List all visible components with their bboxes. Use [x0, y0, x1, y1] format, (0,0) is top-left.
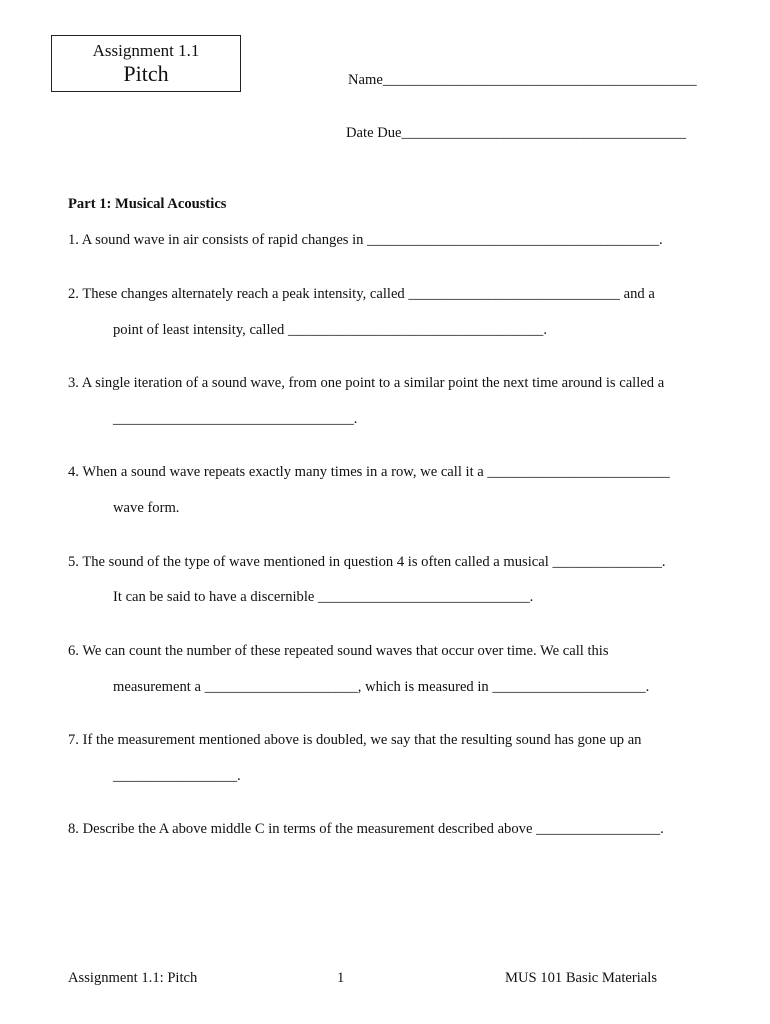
- question-6-continued[interactable]: measurement a _____________________, which is measured in _____________________.: [113, 679, 650, 695]
- date-due-field[interactable]: Date Due_______________________________________: [346, 125, 687, 141]
- footer-left: Assignment 1.1: Pitch: [68, 970, 198, 986]
- question-7: 7. If the measurement mentioned above is doubled, we say that the resulting sound has gone up an: [68, 732, 642, 748]
- question-6: 6. We can count the number of these repeated sound waves that occur over time. We call this: [68, 643, 609, 659]
- question-3[interactable]: 3. A single iteration of a sound wave, from one point to a similar point the next time around is called a: [68, 375, 665, 391]
- question-7-answer-line[interactable]: _________________.: [113, 768, 241, 784]
- question-4[interactable]: 4. When a sound wave repeats exactly many times in a row, we call it a _________________________: [68, 464, 670, 480]
- assignment-topic: Pitch: [123, 61, 169, 86]
- question-1[interactable]: 1. A sound wave in air consists of rapid changes in ________________________________________.: [68, 232, 663, 248]
- question-8[interactable]: 8. Describe the A above middle C in terms of the measurement described above _________________.: [68, 821, 664, 837]
- question-4-continued: wave form.: [113, 500, 180, 516]
- page-number: 1: [337, 970, 345, 986]
- question-5[interactable]: 5. The sound of the type of wave mentioned in question 4 is often called a musical _______________.: [68, 554, 666, 570]
- name-field[interactable]: Name___________________________________________: [348, 72, 697, 88]
- question-3-answer-line[interactable]: _________________________________.: [113, 411, 358, 427]
- question-2-continued[interactable]: point of least intensity, called ___________________________________.: [113, 322, 547, 338]
- assignment-title-box: [51, 35, 241, 92]
- assignment-label: Assignment 1.1: [92, 41, 200, 60]
- part-heading: Part 1: Musical Acoustics: [68, 196, 227, 212]
- footer-right: MUS 101 Basic Materials: [505, 970, 658, 986]
- question-5-continued[interactable]: It can be said to have a discernible _____________________________.: [113, 589, 534, 605]
- question-2[interactable]: 2. These changes alternately reach a peak intensity, called _____________________________ and a: [68, 286, 655, 302]
